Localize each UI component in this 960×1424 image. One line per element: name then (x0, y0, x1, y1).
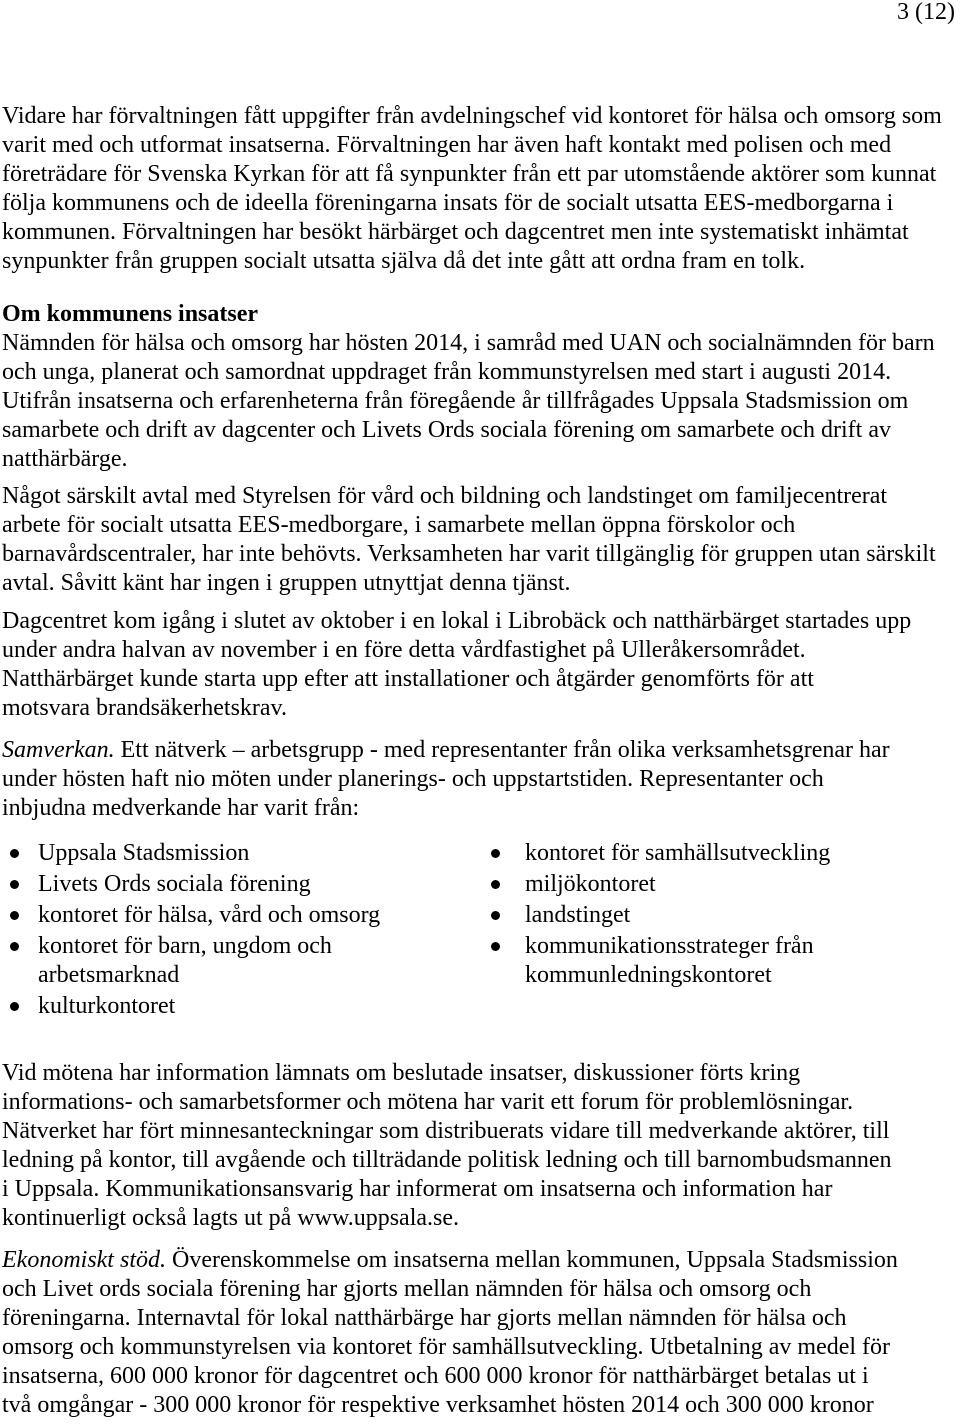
bullet-icon (10, 849, 19, 858)
text-run: Överenskommelse om insatserna mellan kommunen, Uppsala Stadsmission (171, 1247, 898, 1273)
list-item (525, 932, 925, 990)
bullet-icon (491, 911, 500, 920)
bullet-icon (491, 880, 500, 889)
text-line: kontinuerligt också lagts ut på www.uppsala.se. (2, 1205, 460, 1231)
text-line: i Uppsala. Kommunikationsansvarig har informerat om insatserna och information har (2, 1176, 833, 1202)
text-line: ledning på kontor, till avgående och tillträdande politisk ledning och till barnombudsmannen (2, 1147, 892, 1173)
bullet-icon (491, 849, 500, 858)
bullet-icon (10, 880, 19, 889)
text-line: avtal. Såvitt känt har ingen i gruppen utnyttjat denna tjänst. (2, 570, 571, 596)
text-line: och unga, planerat och samordnat uppdraget från kommunstyrelsen med start i augusti 2014. (2, 359, 892, 385)
list-item (38, 992, 438, 1021)
text-line: inbjudna medverkande har varit från: (2, 795, 360, 821)
text-line: under hösten haft nio möten under planerings- och uppstartstiden. Representanter och (2, 766, 824, 792)
text-line: insatserna, 600 000 kronor för dagcentret och 600 000 kronor för natthärbärget betalas ut i (2, 1363, 869, 1389)
text-line: informations- och samarbetsformer och mötena har varit ett forum för problemlösningar. (2, 1089, 854, 1115)
text-line: Dagcentret kom igång i slutet av oktober i en lokal i Librobäck och natthärbärget startades upp (2, 608, 912, 634)
text-line: Utifrån insatserna och erfarenheterna från föregående år tillfrågades Uppsala Stadsmission om (2, 388, 909, 414)
meetings-paragraph (2, 1059, 892, 1233)
text-line: under andra halvan av november i en före detta vårdfastighet på Ulleråkersområdet. (2, 637, 806, 663)
text-line: varit med och utformat insatserna. Förvaltningen har även haft kontakt med polisen och med (2, 132, 892, 158)
list-item-text: miljökontoret (525, 871, 656, 897)
text-line: Nätverket har fört minnesanteckningar som distribuerats vidare till medverkande aktörer, till (2, 1118, 890, 1144)
text-line: kommunen. Förvaltningen har besökt härbärget och dagcentret men inte systematiskt inhämtat (2, 219, 909, 245)
text-line: Natthärbärget kunde starta upp efter att installationer och åtgärder genomförts för att (2, 666, 814, 692)
list-item (38, 870, 438, 899)
intro-paragraph (2, 102, 942, 276)
cooperation-lead: Samverkan. (2, 737, 115, 763)
bullet-icon (10, 1002, 19, 1011)
text-line: och Livet ords sociala förening har gjorts mellan nämnden för hälsa och omsorg och (2, 1276, 812, 1302)
list-item (525, 901, 925, 930)
text-line: motsvara brandsäkerhetskrav. (2, 695, 287, 721)
participants-list-right (525, 839, 925, 992)
text-line: omsorg och kommunstyrelsen via kontoret för samhällsutveckling. Utbetalning av medel för (2, 1334, 891, 1360)
text-line: samarbete och drift av dagcenter och Livets Ords sociala förening om samarbete och drift av (2, 417, 891, 443)
bullet-icon (491, 942, 500, 951)
list-item-text: kontoret för barn, ungdom och arbetsmarknad (38, 933, 332, 988)
text-line (2, 1246, 898, 1275)
list-item-text: Uppsala Stadsmission (38, 840, 250, 866)
text-line: Något särskilt avtal med Styrelsen för vård och bildning och landstinget om familjecentrerat (2, 483, 888, 509)
text-line: barnavårdscentraler, har inte behövts. Verksamheten har varit tillgänglig för gruppen utan särskilt (2, 541, 936, 567)
text-line: synpunkter från gruppen socialt utsatta själva då det inte gått att ordna fram en tolk. (2, 248, 806, 274)
list-item (525, 870, 925, 899)
list-item-text: landstinget (525, 902, 631, 928)
page-number: 3 (12) (897, 0, 955, 25)
cooperation-paragraph (2, 736, 890, 823)
text-line (2, 736, 890, 765)
agreements-paragraph (2, 482, 936, 598)
startup-paragraph (2, 607, 911, 723)
funding-paragraph (2, 1246, 898, 1420)
text-line: företrädare för Svenska Kyrkan för att få synpunkter från ett par utomstående aktörer som kunnat (2, 161, 937, 187)
funding-lead: Ekonomiskt stöd. (2, 1247, 166, 1273)
list-item (38, 901, 438, 930)
list-item-text: kontoret för samhällsutveckling (525, 840, 831, 866)
list-item (38, 932, 438, 990)
text-line: arbete för socialt utsatta EES-medborgare, i samarbete mellan öppna förskolor och (2, 512, 796, 538)
list-item-text: kontoret för hälsa, vård och omsorg (38, 902, 381, 928)
text-line: två omgångar - 300 000 kronor för respektive verksamhet hösten 2014 och 300 000 kronor (2, 1392, 874, 1418)
participants-list-left (38, 839, 438, 1023)
list-item (525, 839, 925, 868)
bullet-icon (10, 911, 19, 920)
text-line: Vid mötena har information lämnats om beslutade insatser, diskussioner förts kring (2, 1060, 801, 1086)
text-line: Vidare har förvaltningen fått uppgifter från avdelningschef vid kontoret för hälsa och omsorg som (2, 103, 942, 129)
bullet-icon (10, 942, 19, 951)
text-line: natthärbärge. (2, 446, 128, 472)
text-line: föreningarna. Internavtal för lokal natthärbärge har gjorts mellan nämnden för hälsa och (2, 1305, 847, 1331)
assignment-paragraph (2, 300, 935, 474)
list-item-text: kulturkontoret (38, 993, 176, 1019)
list-item-text: Livets Ords sociala förening (38, 871, 311, 897)
section-heading: Om kommunens insatser (2, 301, 259, 327)
text-line: följa kommunens och de ideella föreningarna insats för de socialt utsatta EES-medborgarna i (2, 190, 894, 216)
text-run: Ett nätverk – arbetsgrupp - med representanter från olika verksamhetsgrenar har (120, 737, 890, 763)
text-line: Nämnden för hälsa och omsorg har hösten 2014, i samråd med UAN och socialnämnden för barn (2, 330, 935, 356)
list-item-text: kommunikationsstrateger från kommunledningskontoret (525, 933, 814, 988)
list-item (38, 839, 438, 868)
